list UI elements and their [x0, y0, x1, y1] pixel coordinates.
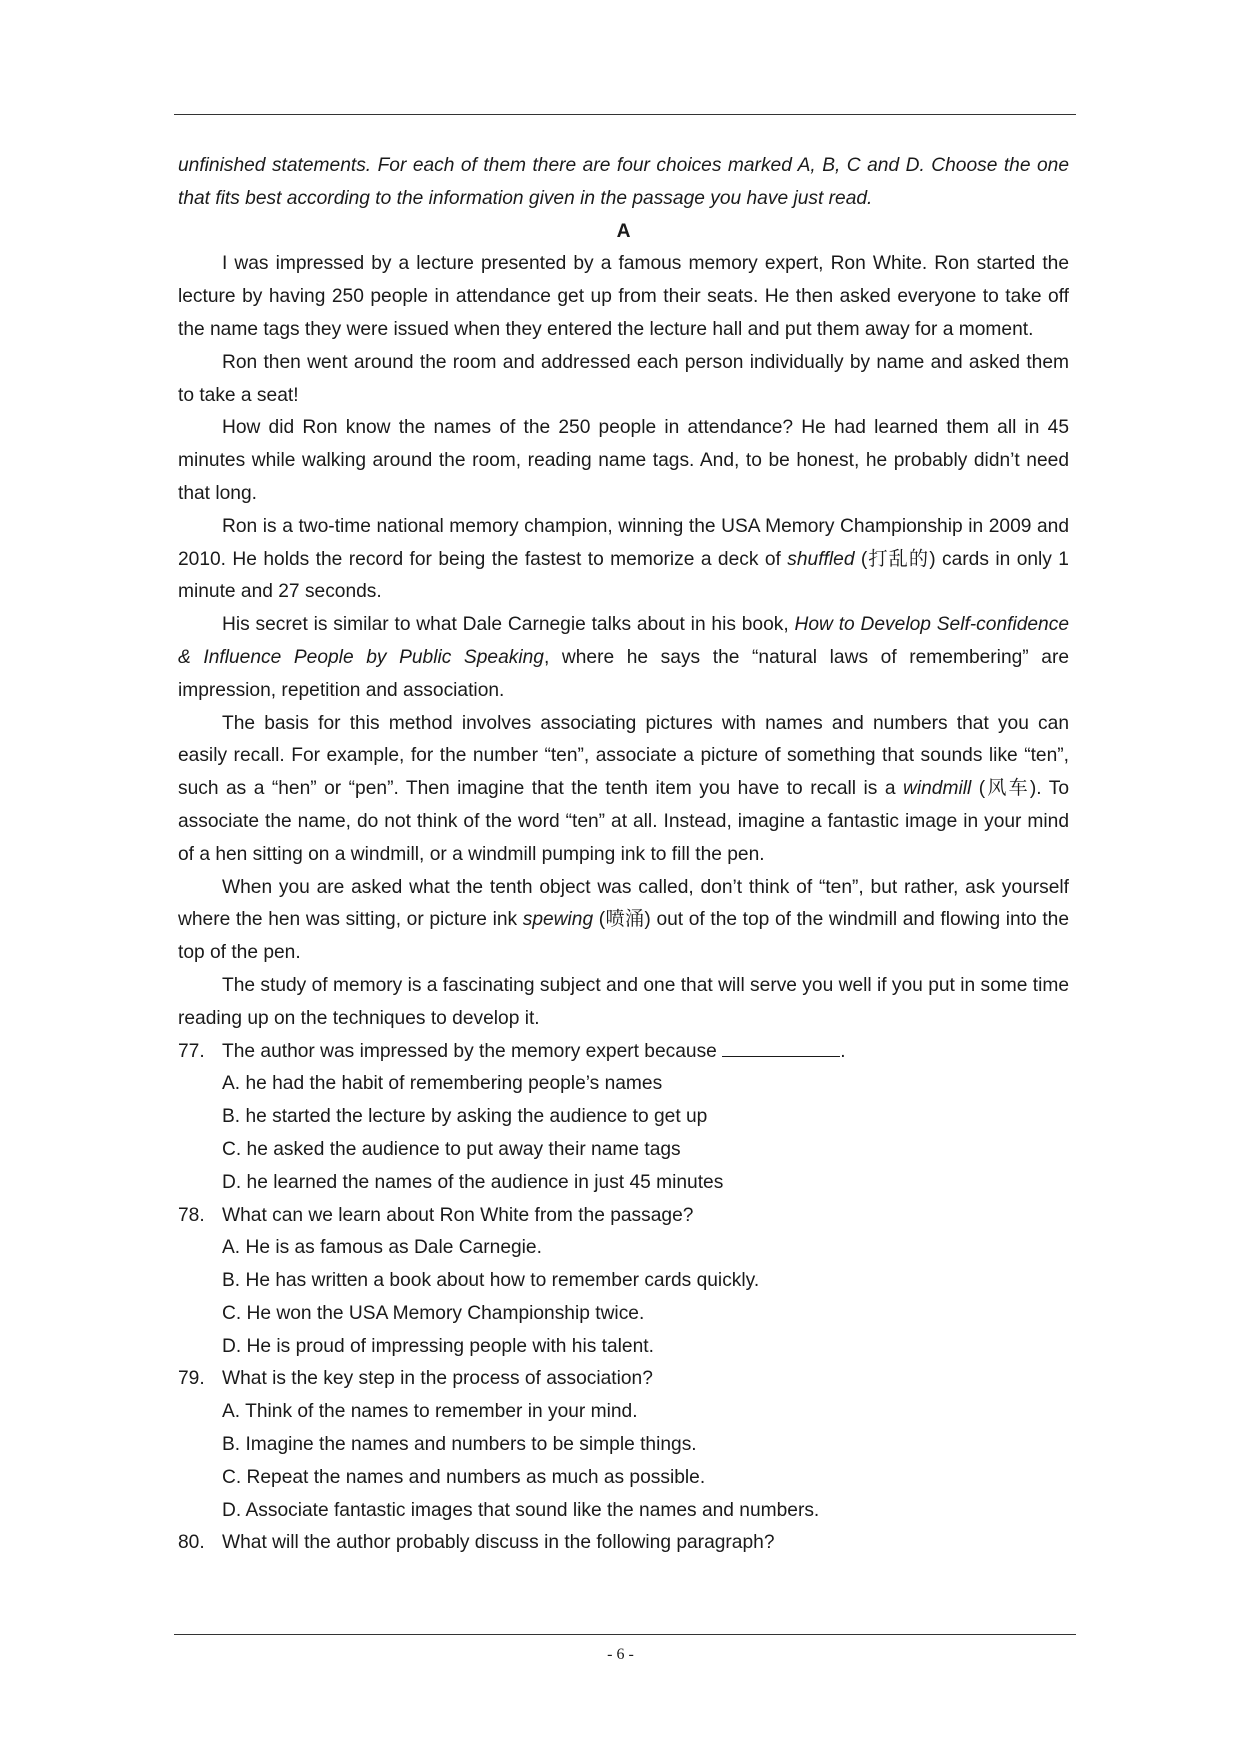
paragraph-6-emphasis: windmill	[903, 778, 972, 800]
paragraph-1: I was impressed by a lecture presented by a famous memory expert, Ron White. Ron started the lecture by having 250 people in attendance get up from their seats. He then asked everyone to take off the name tags they were issued when they entered the lecture hall and put them away for a moment.	[178, 253, 1069, 340]
question-stem	[178, 1200, 1069, 1233]
paragraph-5-text-a: His secret is similar to what Dale Carnegie talks about in his book,	[222, 614, 795, 636]
instructions-text: unfinished statements. For each of them there are four choices marked A, B, C and D. Choose the one that fits best according to the information given in the passage you have just read.	[178, 155, 1069, 209]
paragraph-8: The study of memory is a fascinating subject and one that will serve you well if you put in some time reading up on the techniques to develop it.	[178, 974, 1069, 1029]
paragraph-5-text-b: , where he says the “natural laws of remembering” are impression, repetition and association.	[178, 646, 1070, 701]
page-number: - 6 -	[607, 1646, 634, 1663]
paragraph-6	[178, 708, 1069, 872]
question-stem	[178, 1036, 1069, 1069]
question-number: 79.	[178, 1368, 205, 1390]
page-content	[178, 150, 1069, 1560]
question-text: What is the key step in the process of association?	[222, 1368, 653, 1390]
paragraph-4	[178, 511, 1069, 609]
question-text-end: .	[840, 1040, 846, 1062]
option-c: C. Repeat the names and numbers as much as possible.	[222, 1466, 706, 1488]
paragraph-4-text-b: (打乱的) cards in only 1 minute and 27 seconds.	[178, 548, 1069, 603]
book-title: How to Develop Self-confidence & Influence People by Public Speaking	[178, 614, 1069, 668]
paragraph-7	[178, 872, 1069, 970]
footer-rule	[174, 1634, 1076, 1635]
question-number: 80.	[178, 1532, 205, 1554]
question-text: What can we learn about Ron White from the passage?	[222, 1204, 694, 1226]
question-text: What will the author probably discuss in the following paragraph?	[222, 1532, 775, 1554]
paragraph-7-text-b: (喷涌) out of the top of the windmill and flowing into the top of the pen.	[178, 909, 1069, 964]
question-number: 77.	[178, 1040, 205, 1062]
paragraph-6-text-a: The basis for this method involves associating pictures with names and numbers that you can easily recall. For example, for the number “ten”, associate a picture of something that sounds like “ten”, such as a “hen” or “pen”. Then imagine that the tenth item you have to recall is a	[178, 712, 1069, 800]
paragraph-3: How did Ron know the names of the 250 people in attendance? He had learned them all in 45 minutes while walking around the room, reading name tags. And, to be honest, he probably didn’t need that long.	[178, 417, 1069, 504]
option-c: C. he asked the audience to put away their name tags	[222, 1138, 681, 1160]
option-d: D. Associate fantastic images that sound like the names and numbers.	[222, 1499, 820, 1521]
question-80	[178, 1527, 1069, 1560]
question-stem	[178, 1527, 1069, 1560]
section-title: A	[616, 220, 631, 242]
paragraph-5	[178, 609, 1069, 707]
question-78	[178, 1200, 1069, 1364]
option-d: D. He is proud of impressing people with his talent.	[222, 1335, 654, 1357]
paragraph-4-text-a: Ron is a two-time national memory champion, winning the USA Memory Championship in 2009 and 2010. He holds the record for being the fastest to memorize a deck of	[178, 515, 1069, 570]
option-a: A. Think of the names to remember in your mind.	[222, 1401, 638, 1423]
option-b: B. Imagine the names and numbers to be simple things.	[222, 1434, 697, 1456]
option-a: A. He is as famous as Dale Carnegie.	[222, 1237, 542, 1259]
question-number: 78.	[178, 1204, 205, 1226]
paragraph-7-text-a: When you are asked what the tenth object was called, don’t think of “ten”, but rather, ask yourself where the hen was sitting, or picture ink	[178, 876, 1069, 931]
paragraph-7-emphasis: spewing	[522, 909, 594, 931]
answer-blank	[722, 1036, 840, 1057]
paragraph-6-text-b: (风车). To associate the name, do not think of the word “ten” at all. Instead, imagine a fantastic image in your mind of a hen sitting on a windmill, or a windmill pumping ink to fill the pen.	[178, 778, 1069, 865]
option-c: C. He won the USA Memory Championship twice.	[222, 1302, 645, 1324]
question-77	[178, 1036, 1069, 1200]
question-stem	[178, 1363, 1069, 1396]
option-b: B. he started the lecture by asking the audience to get up	[222, 1106, 708, 1128]
option-b: B. He has written a book about how to remember cards quickly.	[222, 1270, 760, 1292]
question-text: The author was impressed by the memory expert because	[222, 1040, 723, 1062]
question-79	[178, 1363, 1069, 1527]
paragraph-2: Ron then went around the room and addressed each person individually by name and asked them to take a seat!	[178, 351, 1069, 406]
paragraph-4-emphasis: shuffled	[787, 548, 855, 570]
header-rule	[174, 114, 1076, 115]
option-a: A. he had the habit of remembering people’s names	[222, 1073, 663, 1095]
option-d: D. he learned the names of the audience in just 45 minutes	[222, 1171, 724, 1193]
